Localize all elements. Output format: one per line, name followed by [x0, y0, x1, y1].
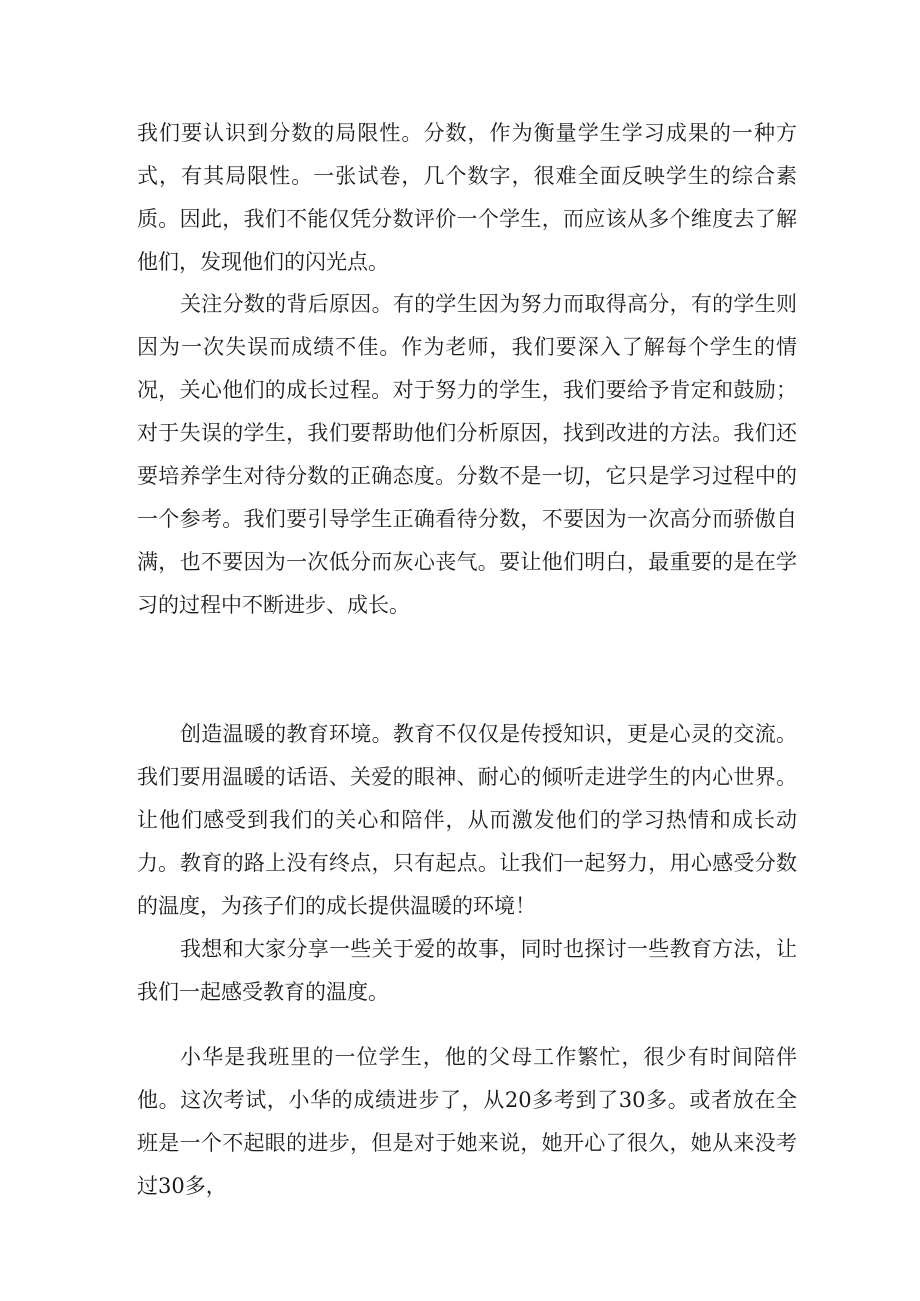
paragraph-warm-environment: 创造温暖的教育环境。教育不仅仅是传授知识，更是心灵的交流。我们要用温暖的话语、关爱的眼神、耐心的倾听走进学生的内心世界。让他们感受到我们的关心和陪伴，从而激发他们的学习热情和成长动力。 [137, 722, 797, 875]
paragraph-xiaohua-story: 小华是我班里的一位学生，他的父母工作繁忙，很少有时间陪伴他。这次考试，小华的成绩进步了，从20多考到了30多。或者放在全班是一个不起眼的进步，但是对于她来说，她开心了很久，她从来没考过30多， [137, 1045, 797, 1198]
paragraph-no-end-to-education: 教育的路上没有终点，只有起点。让我们一起努力，用心感受分数的温度，为孩子们的成长提供温暖的环境！ [137, 851, 797, 918]
paragraph-share-stories: 我想和大家分享一些关于爱的故事，同时也探讨一些教育方法，让我们一起感受教育的温度。 [137, 937, 797, 1004]
paragraph-score-limitations: 我们要认识到分数的局限性。分数，作为衡量学生学习成果的一种方式，有其局限性。一张试卷，几个数字，很难全面反映学生的综合素质。因此，我们不能仅凭分数评价一个学生，而应该从多个维度去了解他们，发现他们的闪光点。 [137, 121, 797, 274]
paragraph-reasons-behind-scores: 关注分数的背后原因。有的学生因为努力而取得高分，有的学生则因为一次失误而成绩不佳。作为老师，我们要深入了解每个学生的情况，关心他们的成长过程。对于努力的学生，我们要给予肯定和鼓励；对于失误的学生，我们要帮助他们分析原因，找到改进的方法。我们还要培养学生对待分数的正确态度。分数不是一切，它只是学习过程中的一个参考。我们要引导学生正确看待分数，不要因为一次高分而骄傲自满，也不要因为一次低分而灰心丧气。要让他们明白，最重要的是在学习的过程中不断进步、成长。 [137, 292, 797, 617]
